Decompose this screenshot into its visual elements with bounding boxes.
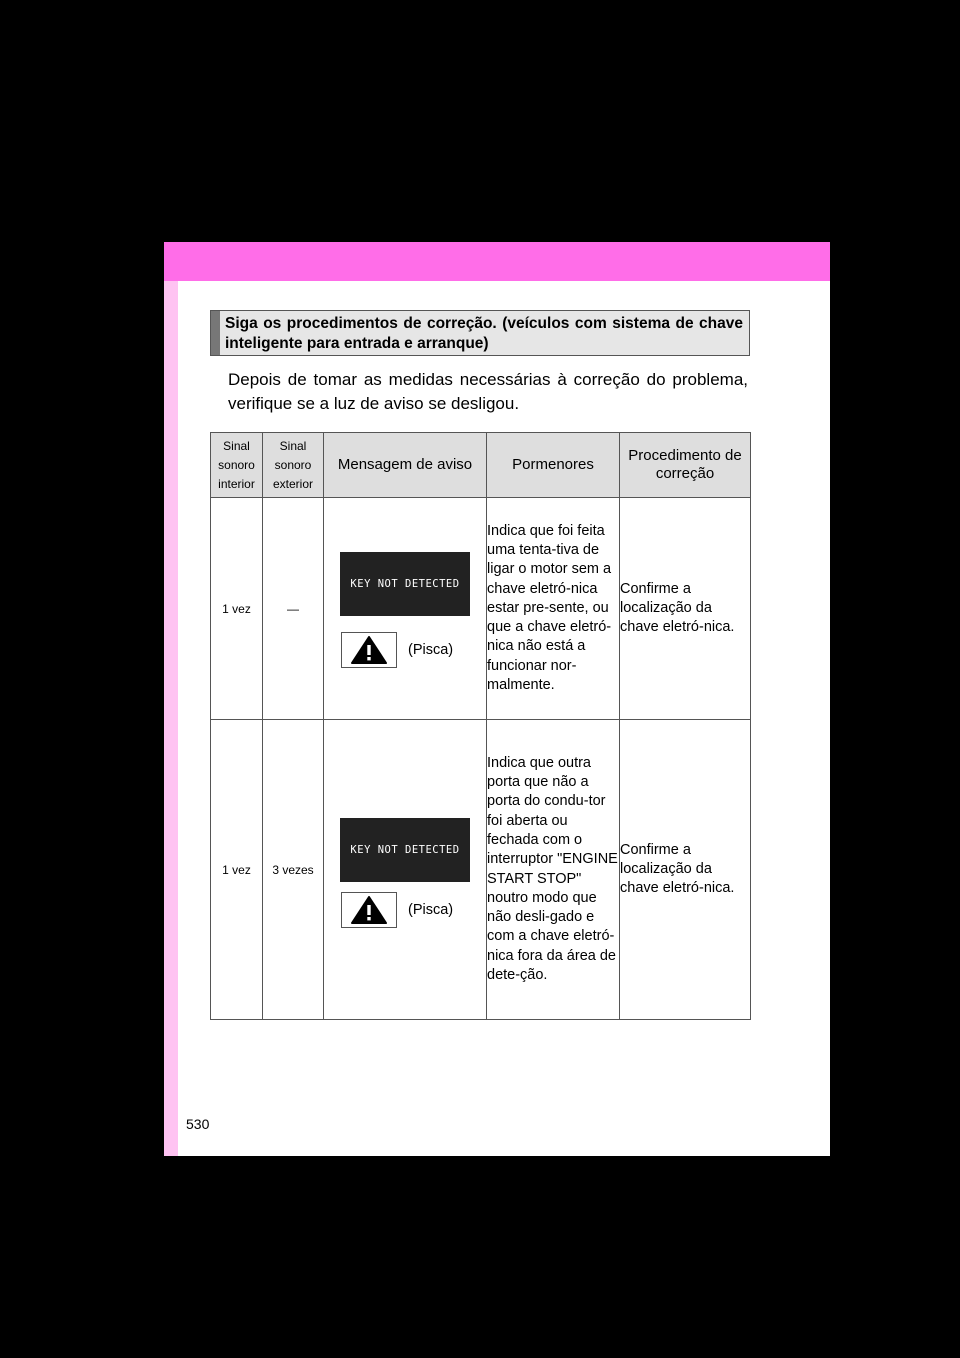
row2-exterior: 3 vezes bbox=[263, 720, 324, 1020]
row2-message bbox=[324, 720, 487, 1020]
warning-table bbox=[210, 432, 751, 1020]
row2-blink-label: (Pisca) bbox=[408, 902, 454, 918]
row1-details: Indica que foi feita uma tenta-tiva de ligar o motor sem a chave eletró-nica estar pre-sente, ou que a chave eletró-nica não está a funcionar nor-malmente. bbox=[487, 498, 620, 720]
row2-procedure: Confirme a localização da chave eletró-nica. bbox=[620, 720, 751, 1020]
header-procedure: Procedimento de correção bbox=[620, 433, 751, 498]
header-exterior-line3: exterior bbox=[272, 476, 313, 491]
intro-paragraph: Depois de tomar as medidas necessárias à correção do problema, verifique se a luz de aviso se desligou. bbox=[228, 370, 748, 413]
row1-blink-label: (Pisca) bbox=[408, 642, 454, 658]
row1-message bbox=[324, 498, 487, 720]
warning-triangle-icon bbox=[341, 632, 397, 668]
row2-display: KEY NOT DETECTED bbox=[340, 818, 470, 882]
warning-triangle-icon-svg bbox=[349, 895, 389, 925]
table-row bbox=[211, 498, 751, 720]
table-header-row bbox=[211, 433, 751, 498]
page-number: 530 bbox=[186, 1116, 210, 1132]
row1-exterior: — bbox=[263, 498, 324, 720]
section-heading-text: Siga os procedimentos de correção. (veículos com sistema de chave inteligente para entrada e arranque) bbox=[225, 315, 743, 352]
header-interior-buzzer bbox=[211, 433, 263, 498]
row2-details: Indica que outra porta que não a porta do condu-tor foi aberta ou fechada com o interruptor "ENGINE START STOP" noutro modo que não desli-gado e com a chave eletró-nica fora da área de dete-ção. bbox=[487, 720, 620, 1020]
header-interior-line2: sonoro bbox=[218, 457, 255, 472]
warning-triangle-icon-svg bbox=[349, 635, 389, 665]
row1-procedure: Confirme a localização da chave eletró-nica. bbox=[620, 498, 751, 720]
header-exterior-line1: Sinal bbox=[279, 438, 307, 453]
heading-accent bbox=[211, 311, 220, 355]
header-details: Pormenores bbox=[487, 433, 620, 498]
row1-display: KEY NOT DETECTED bbox=[340, 552, 470, 616]
warning-triangle-icon bbox=[341, 892, 397, 928]
header-exterior-buzzer bbox=[263, 433, 324, 498]
row1-interior: 1 vez bbox=[211, 498, 263, 720]
header-interior-line1: Sinal bbox=[223, 438, 250, 453]
header-band bbox=[164, 242, 830, 281]
table-row bbox=[211, 720, 751, 1020]
side-band bbox=[164, 281, 178, 1156]
header-exterior-line2: sonoro bbox=[274, 457, 312, 472]
header-interior-line3: interior bbox=[218, 476, 255, 491]
row2-interior: 1 vez bbox=[211, 720, 263, 1020]
manual-page bbox=[164, 242, 830, 1156]
section-heading bbox=[210, 310, 750, 356]
header-warning-message: Mensagem de aviso bbox=[324, 433, 487, 498]
